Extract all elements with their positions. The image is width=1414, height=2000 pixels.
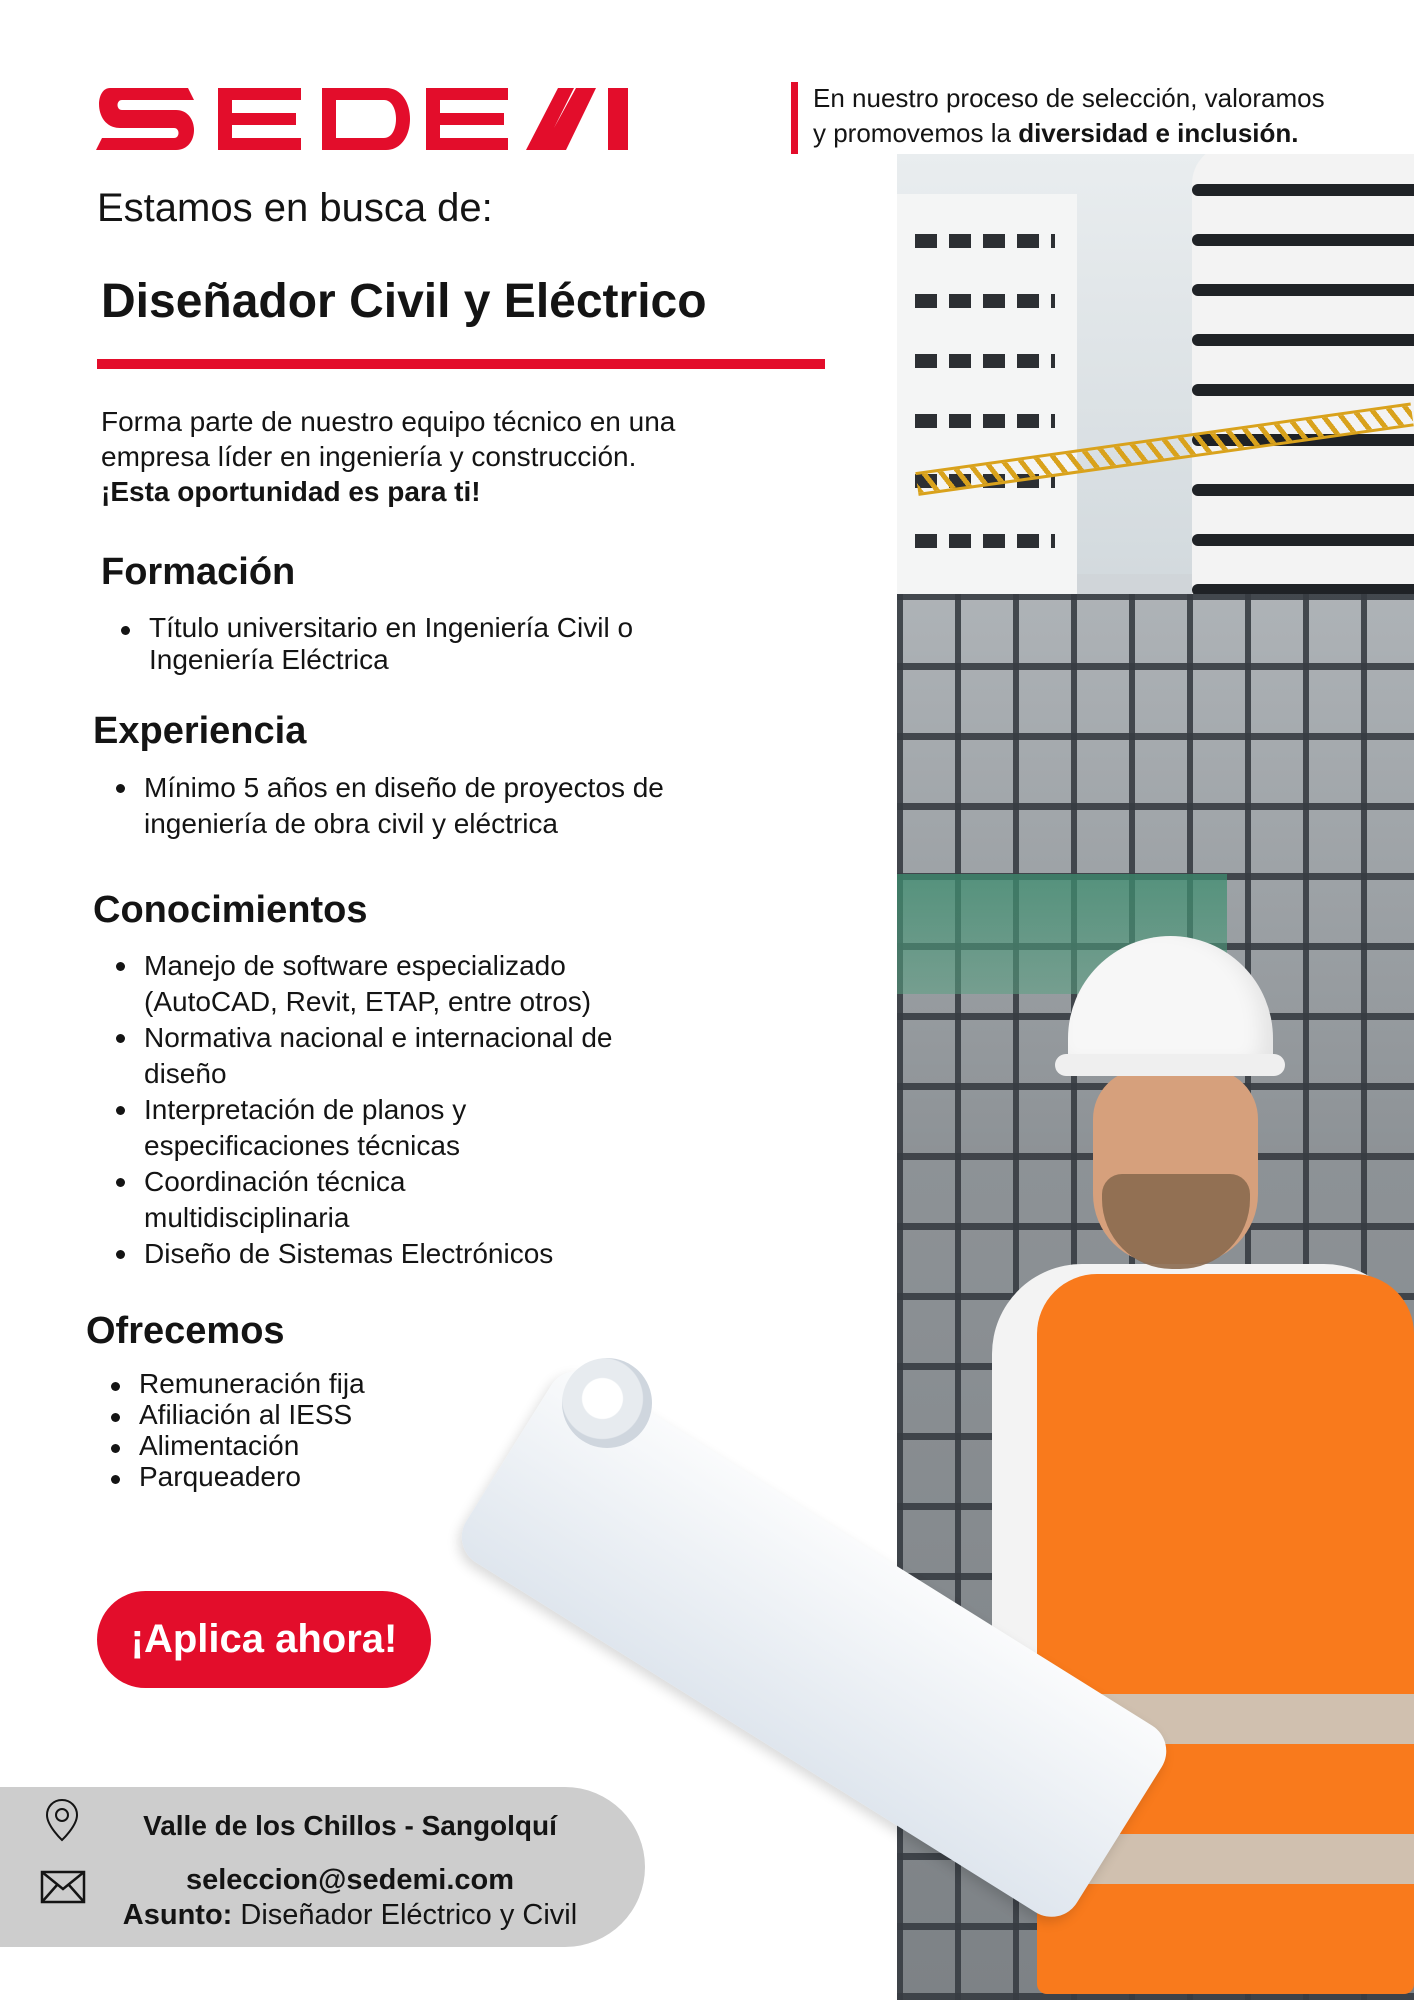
experiencia-list bbox=[98, 770, 718, 842]
formacion-list bbox=[103, 612, 723, 676]
section-title-ofrecemos: Ofrecemos bbox=[86, 1310, 285, 1352]
contact-location: Valle de los Chillos - Sangolquí bbox=[143, 1810, 557, 1841]
list-item: Manejo de software especializado (AutoCAD, Revit, ETAP, entre otros) bbox=[98, 948, 664, 1020]
section-title-formacion: Formación bbox=[101, 551, 296, 593]
ofrecemos-list bbox=[93, 1368, 593, 1492]
conocimientos-list bbox=[98, 948, 718, 1272]
contact-subject: Asunto: Diseñador Eléctrico y Civil bbox=[122, 1899, 578, 1931]
section-title-experiencia: Experiencia bbox=[93, 710, 307, 752]
list-item: Normativa nacional e internacional de diseño bbox=[98, 1020, 634, 1092]
list-item: Coordinación técnica multidisciplinaria bbox=[98, 1164, 474, 1236]
list-item: Mínimo 5 años en diseño de proyectos de ingeniería de obra civil y eléctrica bbox=[98, 770, 699, 842]
tagline-accent-bar bbox=[791, 82, 798, 154]
section-title-conocimientos: Conocimientos bbox=[93, 889, 368, 931]
list-item: Afiliación al IESS bbox=[93, 1399, 593, 1430]
intro-highlight: ¡Esta oportunidad es para ti! bbox=[101, 476, 481, 507]
list-item: Título universitario en Ingeniería Civil o Ingeniería Eléctrica bbox=[103, 612, 709, 676]
tagline-line-1: En nuestro proceso de selección, valoramos bbox=[813, 83, 1325, 113]
list-item: Interpretación de planos y especificaciones técnicas bbox=[98, 1092, 564, 1164]
contact-email[interactable]: seleccion@sedemi.com bbox=[185, 1864, 515, 1896]
tagline-line-2: y promovemos la diversidad e inclusión. bbox=[813, 118, 1299, 148]
kicker-text: Estamos en busca de: bbox=[97, 186, 493, 230]
apply-now-button[interactable]: ¡Aplica ahora! bbox=[97, 1591, 431, 1688]
diversity-tagline bbox=[813, 81, 1413, 151]
list-item: Diseño de Sistemas Electrónicos bbox=[98, 1236, 664, 1272]
list-item: Parqueadero bbox=[93, 1461, 593, 1492]
sedemi-logo bbox=[96, 88, 628, 150]
list-item: Remuneración fija bbox=[93, 1368, 593, 1399]
title-underline bbox=[97, 359, 825, 369]
list-item: Alimentación bbox=[93, 1430, 593, 1461]
intro-paragraph: Forma parte de nuestro equipo técnico en una empresa líder en ingeniería y construcción. ¡Esta oportunidad es para ti! bbox=[101, 404, 741, 509]
job-title: Diseñador Civil y Eléctrico bbox=[101, 275, 707, 328]
